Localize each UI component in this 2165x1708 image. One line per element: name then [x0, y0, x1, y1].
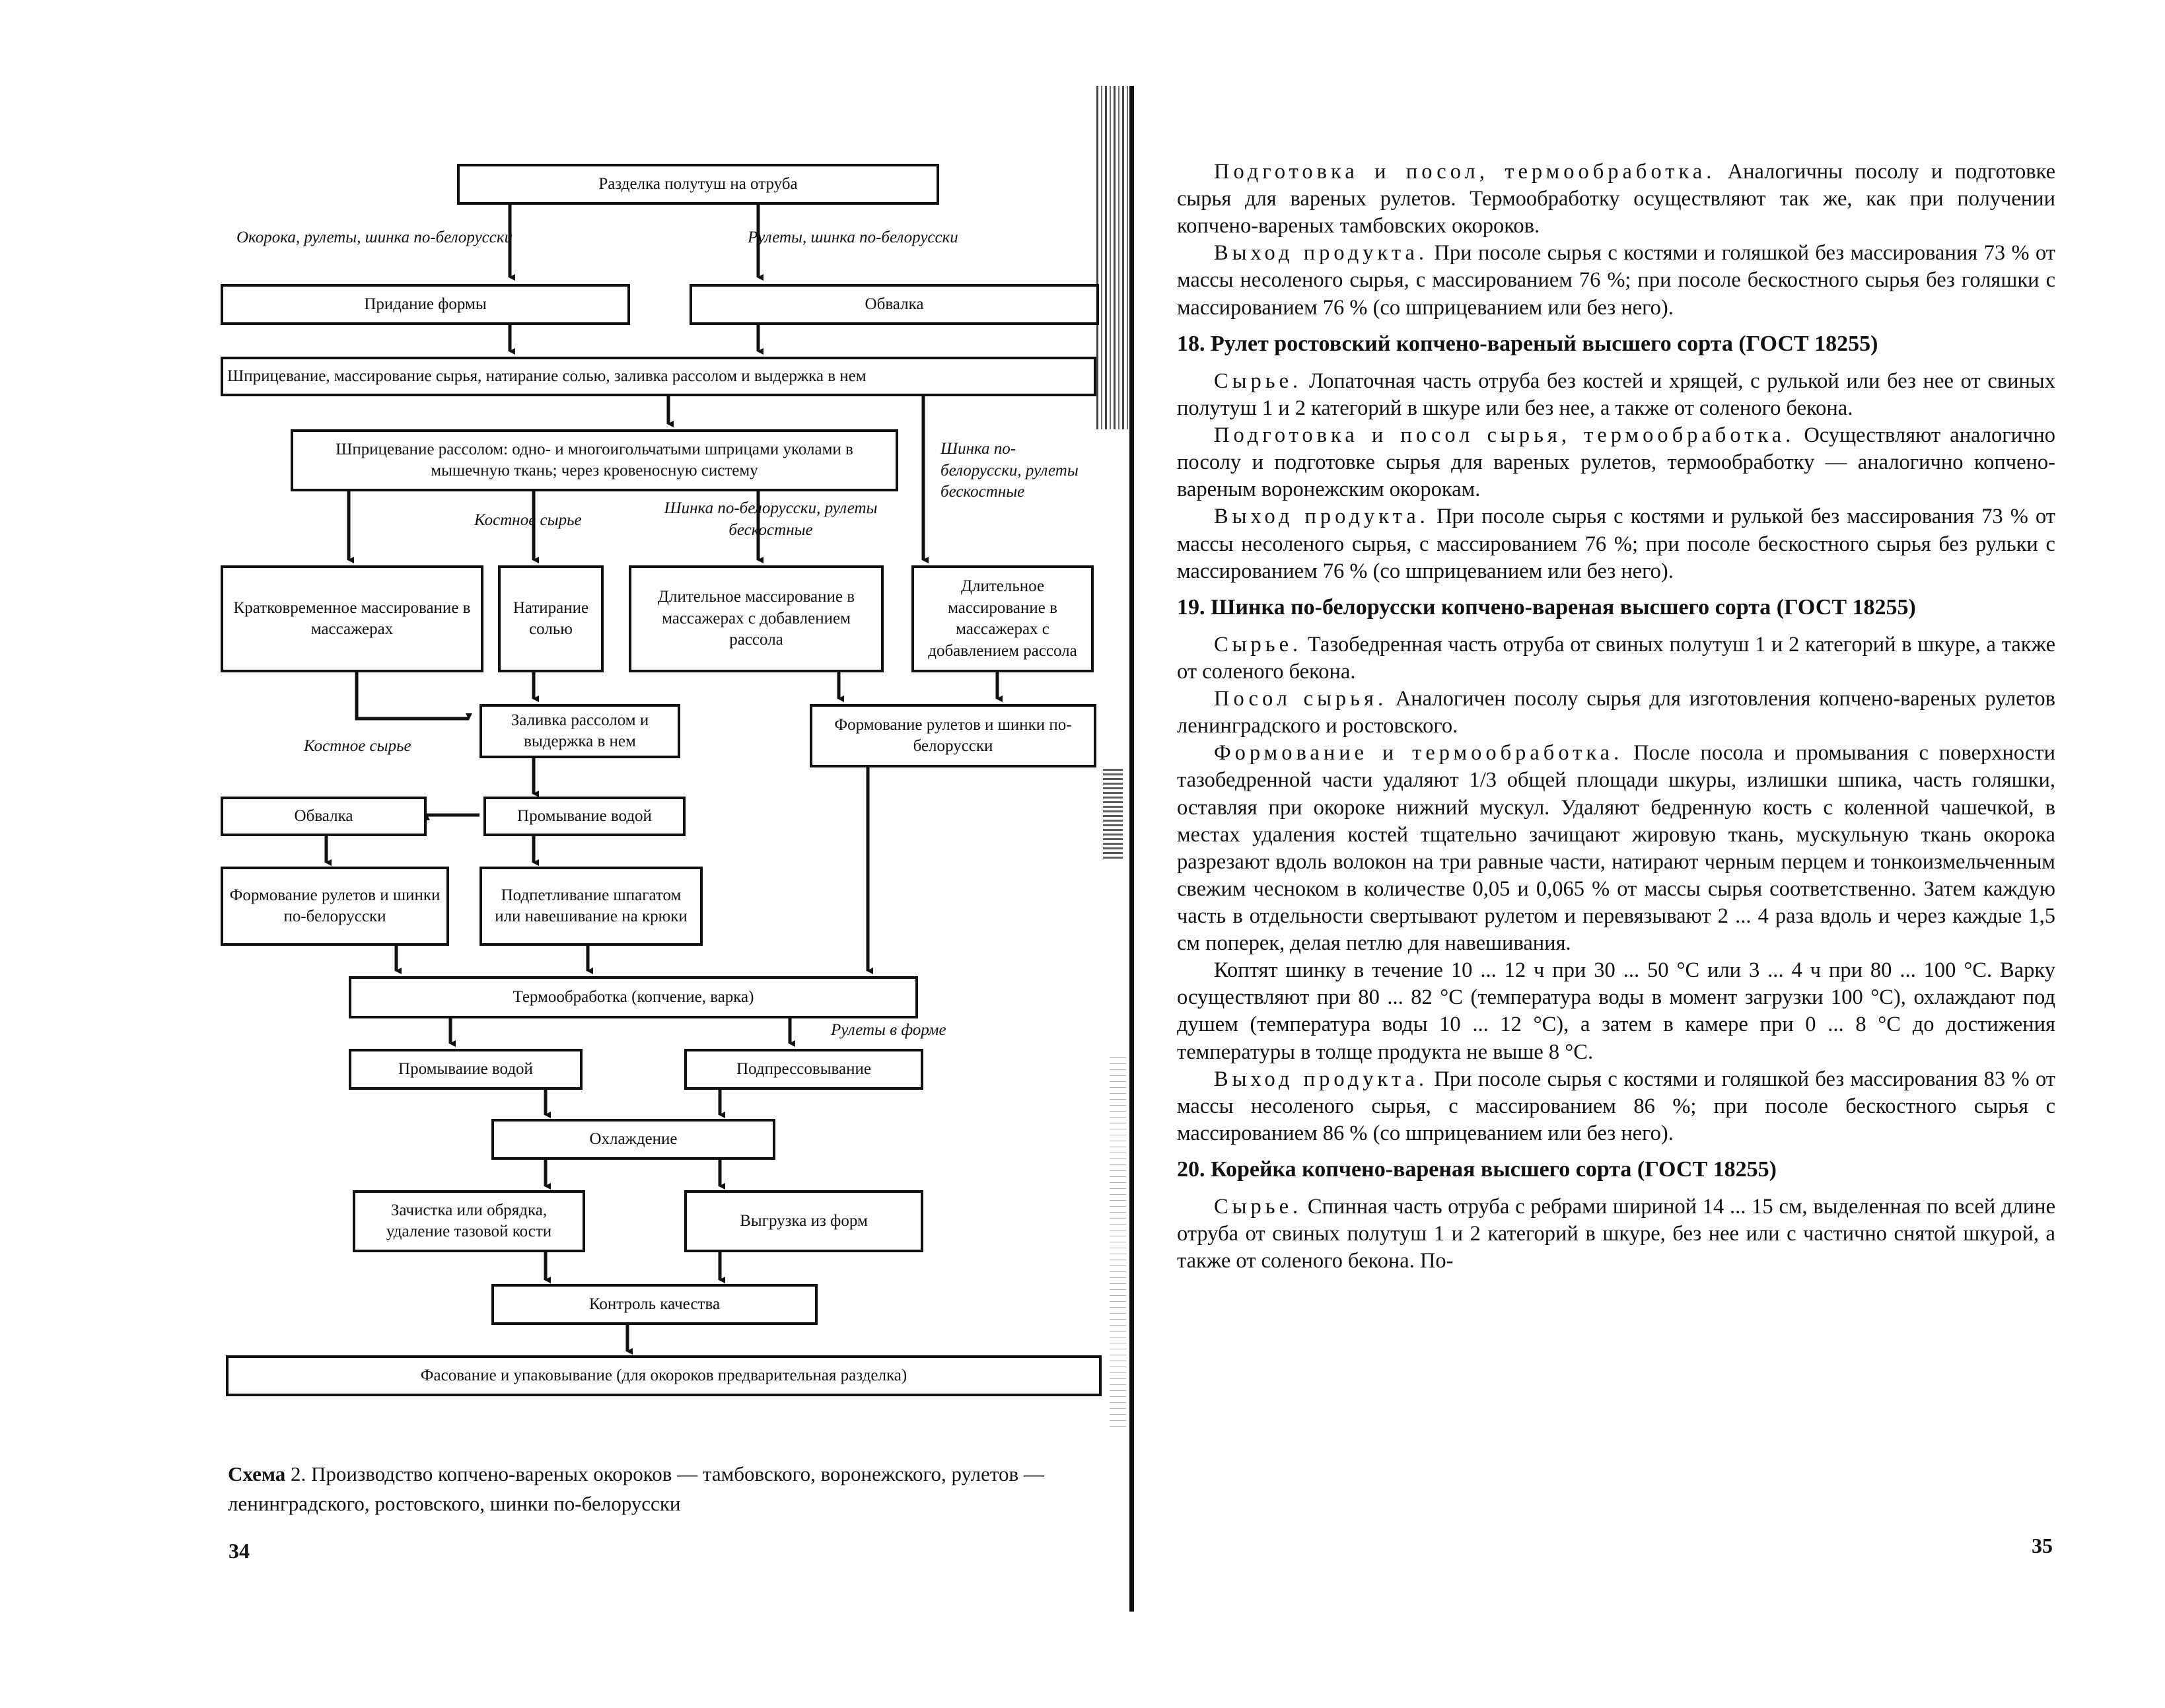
section-heading-20: 20. Корейка копчено-вареная высшего сорта (ГОСТ 18255) — [1177, 1156, 1777, 1182]
right-page-text — [1177, 159, 2055, 1275]
paragraph: Выход продукта. При посоле сырья с костями и рулькой без массирования 73 % от массы несоленого сырья, с массированием 76 %; при посоле бескостного сырья без рульки с массированием 76 % (со шприцеванием или без него). — [1177, 505, 2055, 583]
figure-caption — [228, 1460, 1086, 1519]
step-formovanie-left: Формование рулетов и шинки по-белорусски — [221, 867, 449, 946]
page-number-left: 34 — [229, 1539, 250, 1563]
page-number-right: 35 — [2032, 1534, 2053, 1557]
step-razdelka: Разделка полутуш на отруба — [457, 164, 939, 205]
step-promyvanie-1: Промывание водой — [483, 797, 686, 836]
step-zalivka: Заливка рассолом и выдержка в нем — [479, 704, 680, 758]
step-dlitelnoe-2: Длительное массирование в массажерах с добавлением рассола — [911, 565, 1094, 672]
paragraph: Коптят шинку в течение 10 ... 12 ч при 30 ... 50 °С или 3 ... 4 ч при 80 ... 100 °С. Варку осуществляют при 80 ... 82 °С (температура воды в момент загрузки 100 °С), охлаждают под душем (температура воды 10 ... 12 °С), а затем в камере при 0 ... 8 °С до достижения температуры в толще продукта не выше 8 °С. — [1177, 958, 2055, 1064]
paragraph: Посол сырья. Аналогичен посолу сырья для изготовления копчено-вареных рулетов ленинградского и ростовского. — [1177, 687, 2056, 738]
arrow — [357, 671, 469, 719]
branch-label: Шинка по-белорусски, рулеты бескостные — [941, 440, 1079, 501]
branch-label: Костное сырье — [304, 737, 411, 755]
branch-label: Костное сырье — [474, 511, 582, 529]
branch-label: Рулеты, шинка по-белорусски — [748, 229, 958, 246]
section-heading-19: 19. Шинка по-белорусски копчено-вареная высшего сорта (ГОСТ 18255) — [1177, 594, 1916, 620]
step-dlitelnoe-1: Длительное массирование в массажерах с добавлением рассола — [629, 565, 884, 672]
step-promyvanie-2: Промываиие водой — [349, 1049, 583, 1090]
step-shpricevanie-all: Шприцевание, массирование сырья, натирание солью, заливка рассолом и выдержка в нем — [221, 357, 1096, 396]
step-vygruzka: Выгрузка из форм — [684, 1190, 923, 1252]
branch-label: Рулеты в форме — [831, 1021, 946, 1039]
branch-label: Окорока, рулеты, шинка по-белорусски — [236, 229, 513, 246]
paragraph: Подготовка и посол, термообработка. Аналогичны посолу и подготовке сырья для вареных рулетов. Термообработку осуществляют так же, как при получении копчено-вареных тамбовских окороков. — [1177, 160, 2055, 238]
caption-lead: Схема — [228, 1462, 286, 1485]
section-heading-18: 18. Рулет ростовский копчено-вареный высшего сорта (ГОСТ 18255) — [1177, 331, 1878, 356]
step-fasovanie: Фасование и упаковывание (для окороков предварительная разделка) — [226, 1355, 1102, 1396]
step-obvalka: Обвалка — [690, 284, 1099, 325]
paragraph: Формование и термообработка. После посола и промывания с поверхности тазобедренной части удаляют 1/3 общей площади шкуры, излишки шпика, часть голяшки, оставляя при окороке нижний мускул. Удаляют бедренную кость с коленной чашечкой, в местах удаления костей тщательно зачищают жировую ткань, мускульную ткань окорока разрезают вдоль волокон на три равные части, натирают черным перцем и тонкоизмельченным свежим чесноком в количестве 0,05 и 0,065 % от массы сырья соответственно. Затем каждую часть в отдельности свертывают рулетом и перевязывают 2 ... 4 раза вдоль и через каждые 1,5 см поперек, делая петлю для навешивания. — [1177, 741, 2055, 956]
paragraph: Сырье. Тазобедренная часть отруба от свиных полутуш 1 и 2 категорий в шкуре, а также от соленого бекона. — [1177, 632, 2055, 684]
paragraph: Сырье. Спинная часть отруба с ребрами шириной 14 ... 15 см, выделенная по всей длине отруба от свиных полутуш 1 и 2 категорий в шкуре, без нее или с частично снятой шкурой, а также от соленого бекона. По- — [1177, 1195, 2055, 1273]
caption-text: 2. Производство копчено-вареных окороков — тамбовского, воронежского, рулетов — ленинградского, ростовского, шинки по-белорусски — [228, 1462, 1044, 1515]
step-pridanie-formy: Придание формы — [221, 284, 630, 325]
branch-label: Шинка по-белорусски, рулеты бескостные — [664, 499, 878, 539]
step-natiranie: Натирание солью — [498, 565, 604, 672]
step-shpric-rassol: Шприцевание рассолом: одно- и многоигольчатыми шприцами уколами в мышечную ткань; через кровеносную систему — [291, 429, 898, 491]
paragraph: Выход продукта. При посоле сырья с костями и голяшкой без массирования 73 % от массы несоленого сырья, с массированием 76 %; при посоле бескостного сырья без голяшки с массированием 76 % (со шприцеванием или без него). — [1177, 241, 2055, 320]
paragraph: Выход продукта. При посоле сырья с костями и голяшкой без массирования 83 % от массы несоленого сырья, с массированием 86 %; при посоле бескостного сырья с массированием 86 % (со шприцеванием или без него). — [1177, 1067, 2055, 1145]
step-podpressovyvanie: Подпрессовывание — [684, 1049, 923, 1090]
step-podpetlivanie: Подпетливание шпагатом или навешивание на крюки — [479, 867, 703, 946]
step-formovanie-right: Формование рулетов и шинки по-белорусски — [810, 704, 1096, 767]
step-kontrol: Контроль качества — [491, 1284, 818, 1325]
step-kratkovremennoe: Кратковременное массирование в массажерах — [221, 565, 483, 672]
step-termoobrabotka: Термообработка (копчение, варка) — [349, 976, 918, 1018]
step-ohlazhdenie: Охлаждение — [491, 1119, 775, 1160]
step-zachistka: Зачистка или обрядка, удаление тазовой кости — [353, 1190, 585, 1252]
paragraph: Подготовка и посол сырья, термообработка. Осуществляют аналогично посолу и подготовке сырья для вареных рулетов, термообработку — аналогично копчено-вареным воронежским окорокам. — [1177, 423, 2056, 502]
paragraph: Сырье. Лопаточная часть отруба без костей и хрящей, с рулькой или без нее от свиных полутуш 1 и 2 категорий в шкуре или без нее, а также от соленого бекона. — [1177, 369, 2055, 420]
step-obvalka-mid: Обвалка — [221, 797, 427, 836]
